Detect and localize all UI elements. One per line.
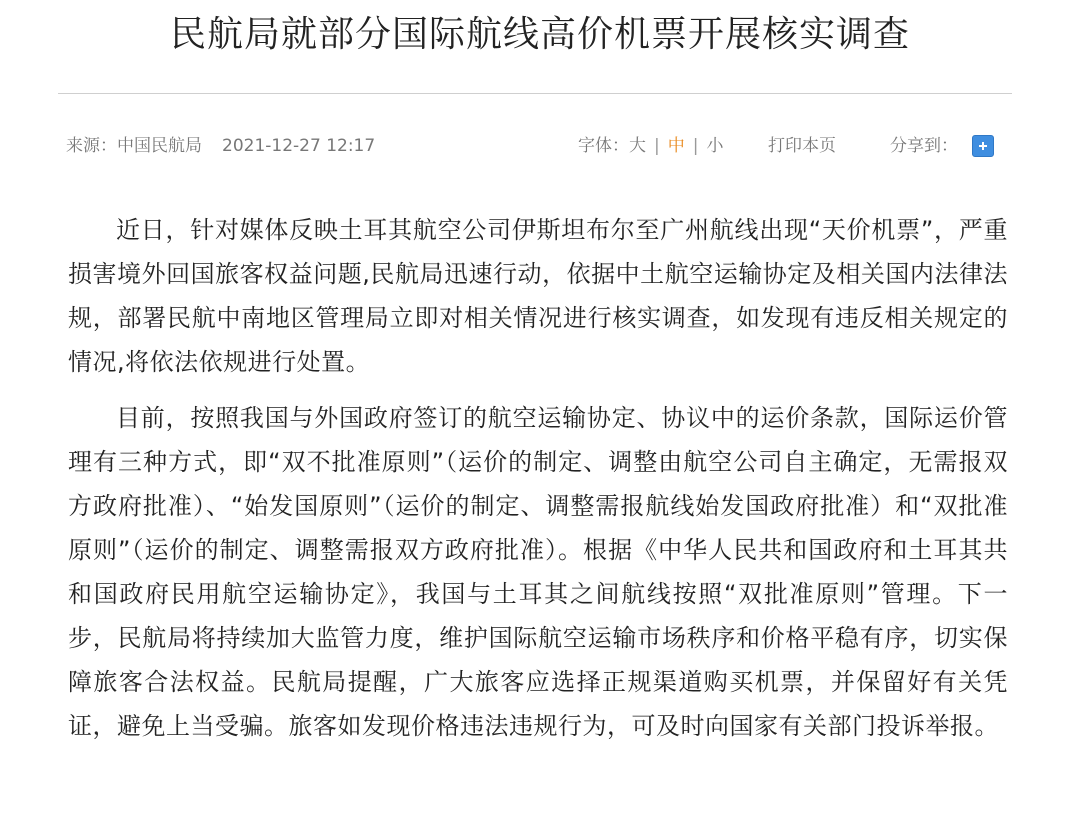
article-paragraph: 目前，按照我国与外国政府签订的航空运输协定、协议中的运价条款，国际运价管理有三种方式，即“双不批准原则”（运价的制定、调整由航空公司自主确定，无需报双方政府批准）、“始发国原则”（运价的制定、调整需报航线始发国政府批准）和“双批准原则”（运价的制定、调整需报双方政府批准）。根据《中华人民共和国政府和土耳其共和国政府民用航空运输协定》，我国与土耳其之间航线按照“双批准原则”管理。下一步，民航局将持续加大监管力度，维护国际航空运输市场秩序和价格平稳有序，切实保障旅客合法权益。民航局提醒，广大旅客应选择正规渠道购买机票，并保留好有关凭证，避免上当受骗。旅客如发现价格违法违规行为，可及时向国家有关部门投诉举报。	[68, 404, 1008, 740]
source-name: 中国民航局	[117, 136, 202, 156]
article-paragraph: 近日，针对媒体反映土耳其航空公司伊斯坦布尔至广州航线出现“天价机票”，严重损害境外回国旅客权益问题,民航局迅速行动，依据中土航空运输协定及相关国内法律法规，部署民航中南地区管理局立即对相关情况进行核实调查，如发现有违反相关规定的情况,将依法依规进行处置。	[68, 216, 1008, 376]
font-size-separator: |	[692, 136, 699, 156]
article-title: 民航局就部分国际航线高价机票开展核实调查	[169, 14, 910, 55]
print-page-link[interactable]: 打印本页	[768, 136, 836, 156]
article-body	[68, 208, 1008, 760]
share-button[interactable]	[972, 135, 994, 157]
publish-datetime: 2021-12-27 12:17	[222, 136, 376, 156]
article-meta-bar	[66, 132, 1006, 160]
font-size-small-button[interactable]: 小	[706, 136, 724, 156]
font-size-medium-button[interactable]: 中	[667, 136, 685, 156]
font-size-separator: |	[654, 136, 660, 156]
source-label: 来源：	[66, 136, 117, 156]
article-source-info	[66, 132, 375, 160]
title-divider	[58, 93, 1012, 94]
share-label: 分享到：	[890, 136, 958, 156]
font-size-label: 字体：	[578, 136, 629, 156]
font-size-control	[578, 132, 723, 160]
font-size-large-button[interactable]: 大	[629, 136, 646, 156]
